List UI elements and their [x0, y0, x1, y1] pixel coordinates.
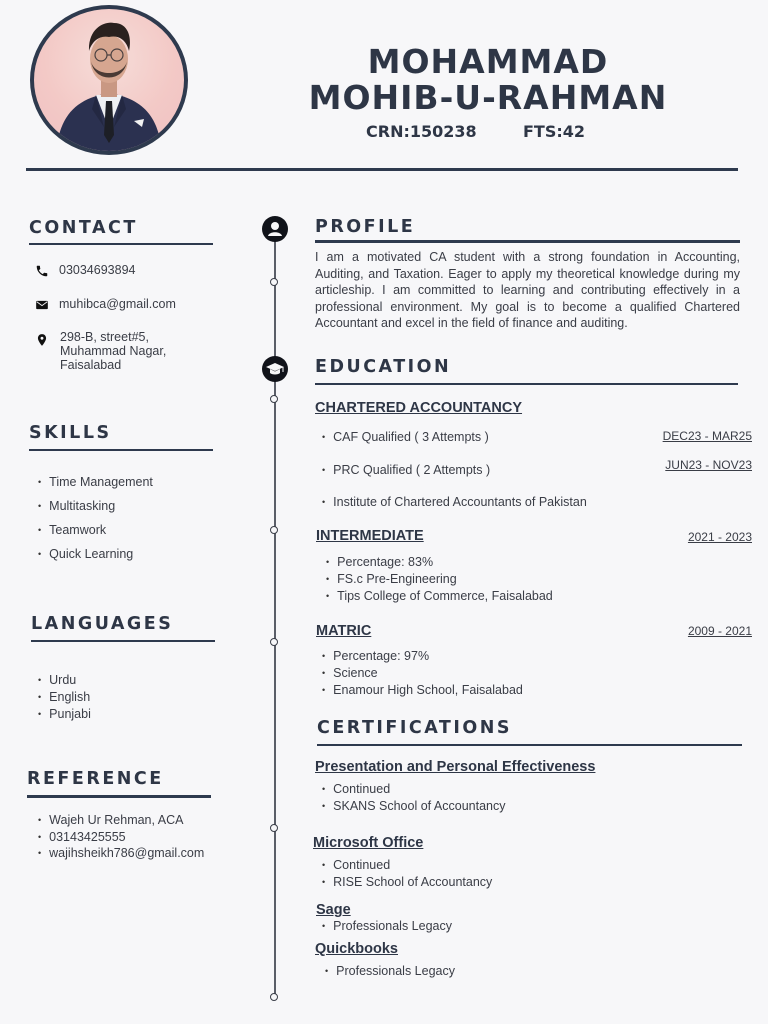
skills-list [38, 474, 153, 570]
matric-list [322, 648, 523, 699]
profile-divider [315, 240, 740, 243]
reference-list [38, 812, 204, 862]
list-item: • Wajeh Ur Rehman, ACA [38, 812, 204, 829]
list-item: • Time Management [38, 474, 153, 498]
matric-title: MATRIC [316, 623, 372, 639]
crn-number: CRN:150238 [366, 122, 477, 141]
list-item: • PRC Qualified ( 2 Attempts ) [322, 462, 490, 479]
portrait-illustration [34, 9, 184, 151]
list-item: • RISE School of Accountancy [322, 874, 492, 891]
reference-divider [27, 795, 211, 798]
timeline-dot [270, 993, 278, 1001]
address-line-1: 298-B, street#5, [60, 330, 149, 344]
matric-date: 2009 - 2021 [687, 624, 752, 638]
list-item: • Continued [322, 781, 505, 798]
intermediate-title: INTERMEDIATE [316, 528, 424, 544]
caf-date: DEC23 - MAR25 [662, 429, 752, 443]
contact-address [60, 330, 166, 372]
timeline-dot [270, 526, 278, 534]
cert-office-title: Microsoft Office [313, 835, 424, 851]
timeline-dot [270, 638, 278, 646]
cert-office-list [322, 857, 492, 891]
cert-presentation-list [322, 781, 505, 815]
list-item: • English [38, 689, 91, 706]
list-item: • SKANS School of Accountancy [322, 798, 505, 815]
skills-heading: SKILLS [29, 423, 112, 443]
candidate-name [300, 44, 676, 116]
list-item: • Teamwork [38, 522, 153, 546]
prc-date: JUN23 - NOV23 [665, 458, 752, 472]
profile-heading: PROFILE [315, 217, 416, 237]
languages-heading: LANGUAGES [31, 614, 174, 634]
timeline-dot [270, 278, 278, 286]
profile-badge [262, 216, 288, 242]
list-item: • Professionals Legacy [325, 963, 455, 980]
timeline-dot [270, 824, 278, 832]
list-item: • Punjabi [38, 706, 91, 723]
name-line-1: MOHAMMAD [367, 42, 609, 81]
list-item: • 03143425555 [38, 829, 204, 846]
profile-summary: I am a motivated CA student with a strong foundation in Accounting, Auditing, and Taxation. Eager to apply my theoretical knowledge during my articleship. I am committed to learning and contributing effectively in a professional environment. My goal is to become a qualified Chartered Accountant and excel in the field of finance and auditing. [315, 250, 740, 331]
graduation-cap-icon [262, 356, 288, 382]
intermediate-list [326, 554, 553, 605]
languages-divider [31, 640, 215, 642]
list-item: • Continued [322, 857, 492, 874]
contact-phone[interactable]: 03034693894 [59, 263, 136, 277]
map-pin-icon [35, 333, 49, 347]
timeline-dot [270, 395, 278, 403]
list-item: • Institute of Chartered Accountants of Pakistan [322, 494, 587, 511]
contact-email[interactable]: muhibca@gmail.com [59, 297, 176, 311]
list-item: • FS.c Pre-Engineering [326, 571, 553, 588]
list-item: • Tips College of Commerce, Faisalabad [326, 588, 553, 605]
contact-divider [29, 243, 213, 245]
list-item: • Professionals Legacy [322, 918, 452, 935]
certifications-divider [317, 744, 742, 746]
list-item: • Multitasking [38, 498, 153, 522]
cert-quickbooks-title: Quickbooks [315, 941, 398, 957]
education-divider [315, 383, 738, 385]
ca-title: CHARTERED ACCOUNTANCY [315, 400, 523, 416]
contact-heading: CONTACT [29, 218, 138, 238]
user-icon [262, 216, 288, 242]
list-item: • Percentage: 83% [326, 554, 553, 571]
list-item: • Urdu [38, 672, 91, 689]
list-item: • Quick Learning [38, 546, 153, 570]
skills-divider [29, 449, 213, 451]
languages-list [38, 672, 91, 723]
fts-number: FTS:42 [523, 122, 586, 141]
list-item: • CAF Qualified ( 3 Attempts ) [322, 429, 489, 446]
timeline-line [274, 236, 276, 998]
certifications-heading: CERTIFICATIONS [317, 718, 513, 738]
phone-icon [35, 264, 49, 278]
intermediate-date: 2021 - 2023 [687, 530, 752, 544]
envelope-icon [35, 298, 49, 312]
education-badge [262, 356, 288, 382]
list-item: • Enamour High School, Faisalabad [322, 682, 523, 699]
cert-sage-title: Sage [316, 902, 351, 918]
list-item: • Percentage: 97% [322, 648, 523, 665]
address-line-2: Muhammad Nagar, [60, 344, 167, 358]
list-item[interactable]: • wajihsheikh786@gmail.com [38, 845, 204, 862]
cert-presentation-title: Presentation and Personal Effectiveness [315, 759, 596, 775]
header-divider [26, 168, 738, 171]
reference-heading: REFERENCE [27, 769, 164, 789]
list-item: • Science [322, 665, 523, 682]
profile-photo [30, 5, 188, 155]
address-line-3: Faisalabad [60, 358, 122, 372]
name-line-2: MOHIB-U-RAHMAN [308, 78, 668, 117]
education-heading: EDUCATION [315, 357, 452, 377]
